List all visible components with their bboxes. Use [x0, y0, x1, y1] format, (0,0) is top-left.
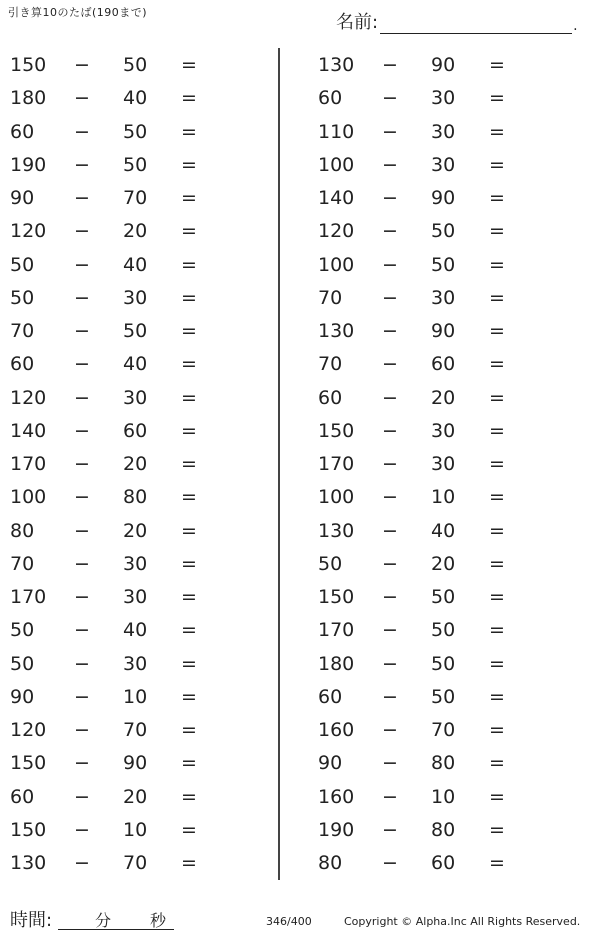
subtrahend: 20	[431, 552, 456, 575]
equals-sign: =	[181, 785, 197, 808]
equals-sign: =	[181, 120, 197, 143]
minuend: 170	[318, 619, 355, 642]
subtrahend: 30	[431, 419, 456, 442]
minus-sign: −	[74, 752, 90, 775]
minus-sign: −	[74, 120, 90, 143]
minus-sign: −	[382, 685, 398, 708]
minus-sign: −	[74, 87, 90, 110]
minuend: 150	[10, 54, 47, 76]
footer	[0, 905, 600, 935]
minuend: 90	[10, 187, 35, 209]
equals-sign: =	[181, 253, 197, 276]
minuend: 170	[10, 586, 47, 608]
minuend: 60	[10, 120, 35, 143]
minuend: 100	[318, 253, 355, 276]
minus-sign: −	[382, 87, 398, 110]
minus-sign: −	[382, 619, 398, 642]
subtrahend: 30	[123, 286, 148, 309]
subtrahend: 80	[431, 818, 456, 841]
minus-sign: −	[74, 253, 90, 276]
equals-sign: =	[489, 286, 505, 309]
subtrahend: 50	[123, 120, 148, 143]
subtrahend: 30	[431, 153, 456, 176]
minuend: 60	[10, 785, 35, 808]
minuend: 50	[10, 253, 35, 276]
minuend: 60	[318, 87, 343, 110]
equals-sign: =	[181, 153, 197, 176]
subtrahend: 20	[123, 220, 148, 243]
seconds-label: 秒	[150, 911, 167, 930]
minus-sign: −	[382, 120, 398, 143]
equals-sign: =	[489, 153, 505, 176]
time-label: 時間:	[10, 910, 53, 931]
equals-sign: =	[489, 652, 505, 675]
subtrahend: 90	[431, 187, 456, 209]
minuend: 120	[10, 719, 47, 741]
minus-sign: −	[382, 719, 398, 741]
equals-sign: =	[489, 752, 505, 775]
minuend: 60	[318, 386, 343, 409]
minuend: 150	[10, 818, 47, 841]
minuend: 70	[10, 320, 35, 342]
minus-sign: −	[74, 353, 90, 376]
subtrahend: 10	[431, 785, 456, 808]
equals-sign: =	[181, 187, 197, 209]
equals-sign: =	[181, 519, 197, 542]
equals-sign: =	[489, 519, 505, 542]
subtrahend: 50	[431, 586, 456, 608]
equals-sign: =	[181, 752, 197, 775]
minuend: 100	[318, 486, 355, 509]
minuend: 50	[10, 286, 35, 309]
subtrahend: 70	[123, 719, 148, 741]
minus-sign: −	[382, 153, 398, 176]
equals-sign: =	[489, 419, 505, 442]
minus-sign: −	[382, 353, 398, 376]
equals-sign: =	[489, 619, 505, 642]
minus-sign: −	[74, 453, 90, 475]
equals-sign: =	[489, 386, 505, 409]
subtrahend: 50	[123, 54, 148, 76]
equals-sign: =	[181, 54, 197, 76]
copyright-notice: Copyright © Alpha.Inc All Rights Reserved.	[344, 915, 581, 928]
equals-sign: =	[489, 586, 505, 608]
minus-sign: −	[74, 619, 90, 642]
subtrahend: 80	[431, 752, 456, 775]
subtrahend: 90	[431, 54, 456, 76]
equals-sign: =	[489, 552, 505, 575]
minuend: 90	[318, 752, 343, 775]
equals-sign: =	[181, 852, 197, 874]
equals-sign: =	[181, 320, 197, 342]
minuend: 120	[10, 220, 47, 243]
subtrahend: 50	[431, 619, 456, 642]
name-dot: .	[573, 18, 578, 34]
minus-sign: −	[382, 552, 398, 575]
minus-sign: −	[382, 486, 398, 509]
minuend: 170	[318, 453, 355, 475]
subtrahend: 40	[431, 519, 456, 542]
subtrahend: 40	[123, 253, 148, 276]
subtrahend: 50	[123, 153, 148, 176]
equals-sign: =	[489, 320, 505, 342]
subtrahend: 30	[431, 87, 456, 110]
name-label: 名前:	[336, 12, 379, 33]
subtrahend: 70	[123, 852, 148, 874]
equals-sign: =	[489, 87, 505, 110]
minuend: 70	[318, 286, 343, 309]
minuend: 70	[318, 353, 343, 376]
equals-sign: =	[489, 187, 505, 209]
equals-sign: =	[489, 54, 505, 76]
minuend: 100	[318, 153, 355, 176]
equals-sign: =	[181, 453, 197, 475]
subtrahend: 60	[431, 852, 456, 874]
equals-sign: =	[489, 818, 505, 841]
equals-sign: =	[181, 286, 197, 309]
equals-sign: =	[181, 586, 197, 608]
minuend: 50	[10, 652, 35, 675]
minus-sign: −	[382, 54, 398, 76]
minuend: 80	[10, 519, 35, 542]
minuend: 60	[318, 685, 343, 708]
minus-sign: −	[74, 818, 90, 841]
minuend: 120	[318, 220, 355, 243]
subtrahend: 10	[123, 818, 148, 841]
subtrahend: 20	[123, 453, 148, 475]
equals-sign: =	[489, 453, 505, 475]
minuend: 50	[318, 552, 343, 575]
equals-sign: =	[489, 253, 505, 276]
minus-sign: −	[382, 519, 398, 542]
page-number: 346/400	[266, 915, 312, 928]
subtrahend: 20	[431, 386, 456, 409]
minus-sign: −	[74, 54, 90, 76]
minus-sign: −	[382, 419, 398, 442]
subtrahend: 50	[431, 253, 456, 276]
subtrahend: 80	[123, 486, 148, 509]
minus-sign: −	[382, 187, 398, 209]
name-field[interactable]	[336, 8, 578, 34]
minuend: 190	[10, 153, 47, 176]
equals-sign: =	[181, 220, 197, 243]
minus-sign: −	[382, 586, 398, 608]
minus-sign: −	[74, 685, 90, 708]
subtrahend: 90	[431, 320, 456, 342]
minuend: 50	[10, 619, 35, 642]
minuend: 70	[10, 552, 35, 575]
minus-sign: −	[74, 419, 90, 442]
minus-sign: −	[74, 652, 90, 675]
minus-sign: −	[74, 320, 90, 342]
equals-sign: =	[181, 652, 197, 675]
minuend: 130	[318, 320, 355, 342]
minus-sign: −	[74, 486, 90, 509]
subtrahend: 90	[123, 752, 148, 775]
minuend: 90	[10, 685, 35, 708]
minus-sign: −	[382, 785, 398, 808]
minus-sign: −	[382, 818, 398, 841]
minuend: 150	[318, 586, 355, 608]
worksheet-title: 引き算10のたば(190まで)	[8, 6, 148, 19]
minus-sign: −	[74, 153, 90, 176]
subtrahend: 10	[431, 486, 456, 509]
minuend: 180	[318, 652, 355, 675]
subtrahend: 70	[123, 187, 148, 209]
equals-sign: =	[489, 220, 505, 243]
minus-sign: −	[74, 220, 90, 243]
subtrahend: 30	[123, 586, 148, 608]
minus-sign: −	[382, 286, 398, 309]
minuend: 120	[10, 386, 47, 409]
minuend: 130	[10, 852, 47, 874]
minuend: 100	[10, 486, 47, 509]
subtrahend: 20	[123, 519, 148, 542]
equals-sign: =	[489, 353, 505, 376]
minus-sign: −	[74, 852, 90, 874]
minuend: 190	[318, 818, 355, 841]
minuend: 150	[318, 419, 355, 442]
subtrahend: 30	[431, 453, 456, 475]
equals-sign: =	[181, 818, 197, 841]
equals-sign: =	[489, 685, 505, 708]
minuend: 60	[10, 353, 35, 376]
subtrahend: 70	[431, 719, 456, 741]
subtrahend: 50	[431, 685, 456, 708]
minuend: 180	[10, 87, 47, 110]
equals-sign: =	[489, 785, 505, 808]
subtrahend: 30	[431, 120, 456, 143]
equals-sign: =	[181, 386, 197, 409]
minus-sign: −	[74, 519, 90, 542]
minus-sign: −	[74, 552, 90, 575]
minus-sign: −	[74, 386, 90, 409]
name-input-line[interactable]	[380, 13, 572, 34]
minuend: 150	[10, 752, 47, 775]
subtrahend: 30	[123, 652, 148, 675]
minuend: 130	[318, 519, 355, 542]
minus-sign: −	[382, 453, 398, 475]
minus-sign: −	[382, 220, 398, 243]
equals-sign: =	[489, 719, 505, 741]
minus-sign: −	[74, 187, 90, 209]
equals-sign: =	[181, 419, 197, 442]
minuend: 160	[318, 719, 355, 741]
minuend: 80	[318, 852, 343, 874]
equals-sign: =	[181, 552, 197, 575]
subtrahend: 40	[123, 353, 148, 376]
equals-sign: =	[181, 719, 197, 741]
minuend: 130	[318, 54, 355, 76]
subtrahend: 40	[123, 87, 148, 110]
minus-sign: −	[382, 752, 398, 775]
subtrahend: 50	[431, 220, 456, 243]
minus-sign: −	[382, 652, 398, 675]
minus-sign: −	[382, 253, 398, 276]
minus-sign: −	[382, 386, 398, 409]
minuend: 170	[10, 453, 47, 475]
subtrahend: 60	[431, 353, 456, 376]
minus-sign: −	[382, 852, 398, 874]
equals-sign: =	[181, 87, 197, 110]
minus-sign: −	[74, 586, 90, 608]
minuend: 140	[318, 187, 355, 209]
subtrahend: 20	[123, 785, 148, 808]
minus-sign: −	[74, 286, 90, 309]
equals-sign: =	[489, 852, 505, 874]
subtrahend: 40	[123, 619, 148, 642]
subtrahend: 50	[431, 652, 456, 675]
subtrahend: 30	[431, 286, 456, 309]
subtrahend: 60	[123, 419, 148, 442]
equals-sign: =	[489, 120, 505, 143]
minus-sign: −	[382, 320, 398, 342]
equals-sign: =	[181, 619, 197, 642]
equals-sign: =	[181, 685, 197, 708]
subtrahend: 30	[123, 552, 148, 575]
subtrahend: 10	[123, 685, 148, 708]
column-divider	[278, 48, 280, 880]
minus-sign: −	[74, 785, 90, 808]
subtrahend: 50	[123, 320, 148, 342]
minuend: 160	[318, 785, 355, 808]
equals-sign: =	[181, 486, 197, 509]
minuend: 110	[318, 120, 355, 143]
minutes-label: 分	[95, 911, 112, 930]
equals-sign: =	[181, 353, 197, 376]
minus-sign: −	[74, 719, 90, 741]
subtrahend: 30	[123, 386, 148, 409]
equals-sign: =	[489, 486, 505, 509]
minuend: 140	[10, 419, 47, 442]
